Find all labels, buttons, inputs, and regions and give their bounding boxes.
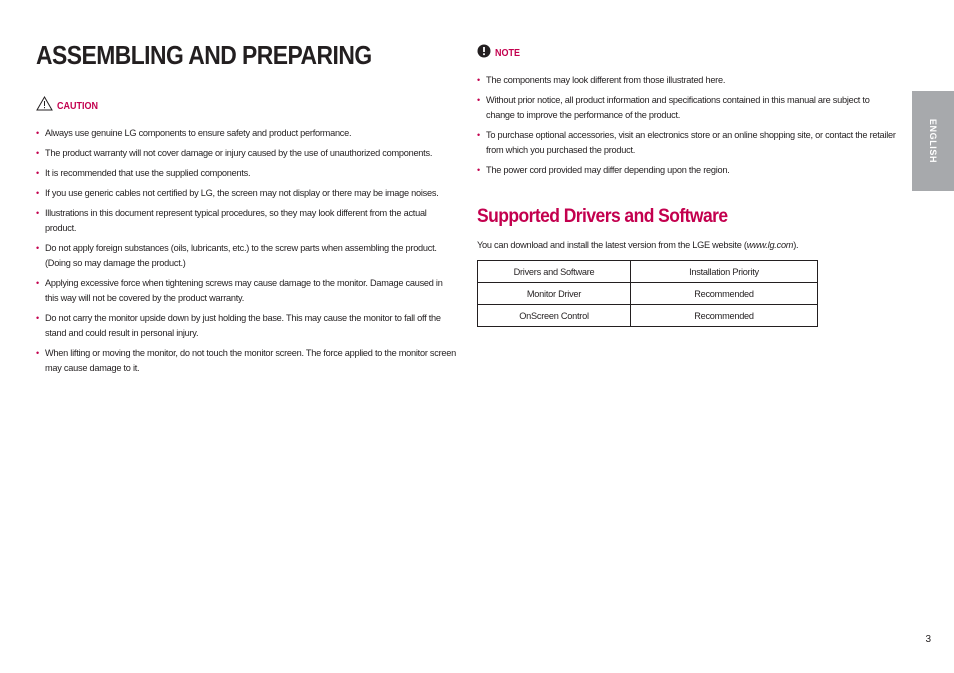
list-item: • The power cord provided may differ depending upon the region. (477, 163, 899, 178)
table-cell: OnScreen Control (478, 305, 631, 327)
table-cell: Recommended (631, 283, 818, 305)
right-column (477, 44, 899, 327)
caution-section (36, 96, 458, 381)
note-label: NOTE (495, 48, 521, 59)
language-tab (912, 91, 954, 191)
list-item: • Do not apply foreign substances (oils, lubricants, etc.) to the screw parts when assembling the product. (Doing so may damage the product.) (36, 241, 458, 271)
list-item: • Illustrations in this document represent typical procedures, so they may look different from the actual product. (36, 206, 458, 236)
caution-label-row (36, 96, 458, 116)
intro-text-end: ). (793, 240, 799, 250)
drivers-intro (477, 238, 899, 252)
caution-label: CAUTION (57, 100, 99, 112)
list-item: • It is recommended that use the supplied components. (36, 166, 458, 181)
note-list (477, 73, 899, 178)
table-header-cell: Installation Priority (631, 261, 818, 283)
list-item: • Do not carry the monitor upside down by just holding the base. This may cause the monitor to fall off the stand and could result in personal injury. (36, 311, 458, 341)
page-title: ASSEMBLING AND PREPARING (36, 40, 372, 70)
table-header-row (478, 261, 818, 283)
list-item: • Applying excessive force when tightening screws may cause damage to the monitor. Damage caused in this way will not be covered by the product warranty. (36, 276, 458, 306)
list-item: • Always use genuine LG components to ensure safety and product performance. (36, 126, 458, 141)
language-tab-label: ENGLISH (928, 118, 938, 164)
list-item: • When lifting or moving the monitor, do not touch the monitor screen. The force applied to the monitor screen may cause damage to it. (36, 346, 458, 376)
list-item: • The product warranty will not cover damage or injury caused by the use of unauthorized components. (36, 146, 458, 161)
table-header-cell: Drivers and Software (478, 261, 631, 283)
table-cell: Monitor Driver (478, 283, 631, 305)
list-item: • To purchase optional accessories, visit an electronics store or an online shopping site, or contact the retailer from which you purchased the product. (477, 128, 899, 158)
table-row (478, 283, 818, 305)
note-label-row (477, 44, 899, 63)
exclamation-circle-icon (477, 44, 491, 63)
section-title: Supported Drivers and Software (477, 206, 728, 227)
website-link: www.lg.com (746, 240, 794, 250)
table-row (478, 305, 818, 327)
caution-list (36, 126, 458, 376)
page-number: 3 (925, 634, 931, 645)
intro-text: You can download and install the latest version from the LGE website ( (477, 240, 747, 250)
table-cell: Recommended (631, 305, 818, 327)
warning-triangle-icon (36, 96, 53, 116)
drivers-table (477, 260, 818, 327)
list-item: • Without prior notice, all product information and specifications contained in this manual are subject to change to improve the performance of the product. (477, 93, 899, 123)
list-item: • The components may look different from those illustrated here. (477, 73, 899, 88)
list-item: • If you use generic cables not certified by LG, the screen may not display or there may be image noises. (36, 186, 458, 201)
